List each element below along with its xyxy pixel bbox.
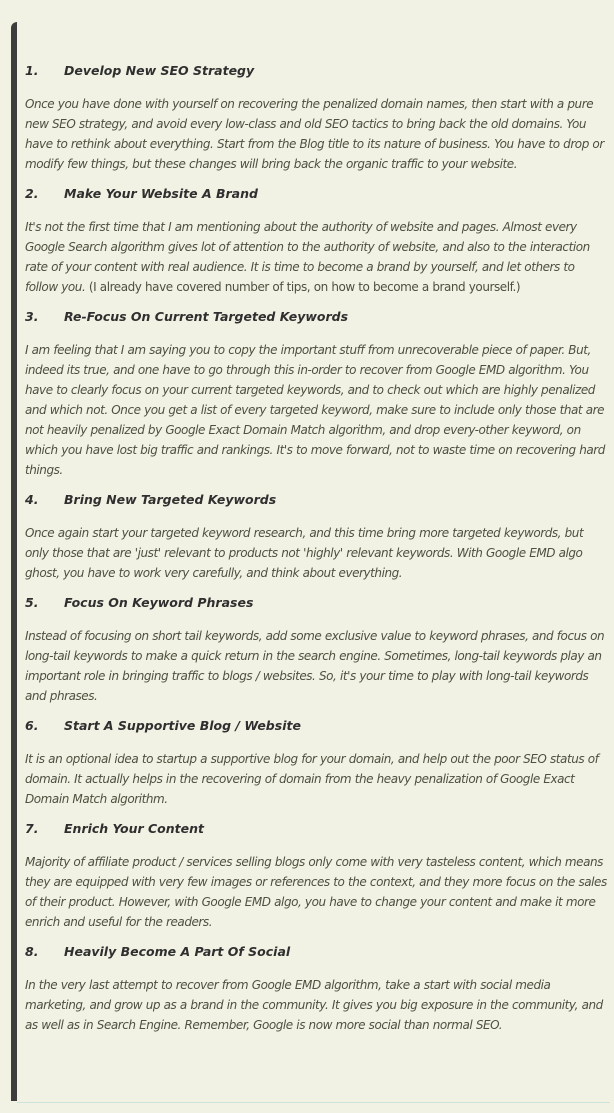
section-title: Make Your Website A Brand <box>64 186 258 201</box>
article-content <box>25 62 609 1046</box>
section-number: 3. <box>25 309 39 324</box>
section-number: 2. <box>25 186 39 201</box>
section-paragraph: In the very last attempt to recover from Google EMD algorithm, take a start with social media marketing, and grow up as a brand in the community. It gives you big exposure in the community, and as well as in Search Engine. Remember, Google is now more social than normal SEO. <box>25 978 603 1032</box>
section-paragraph: Once again start your targeted keyword research, and this time bring more targeted keywords, but only those that are 'just' relevant to products not 'highly' relevant keywords. With Google EMD algo ghost, you have to work very carefully, and think about everything. <box>25 526 584 580</box>
section-title: Focus On Keyword Phrases <box>64 595 254 610</box>
section-title: Enrich Your Content <box>64 821 204 836</box>
section-paragraph <box>25 217 609 297</box>
section-paragraph: Once you have done with yourself on recovering the penalized domain names, then start with a pure new SEO strategy, and avoid every low-class and old SEO tactics to bring back the old domains. You have to rethink about everything. Start from the Blog title to its nature of business. You have to drop or modify few things, but these changes will bring back the organic traffic to your website. <box>25 97 604 171</box>
section-heading <box>25 594 609 612</box>
section-paragraph: Instead of focusing on short tail keywords, add some exclusive value to keyword phrases, and focus on long-tail keywords to make a quick return in the search engine. Sometimes, long-tail keywords play an important role in bringing traffic to blogs / websites. So, it's your time to play with long-tail keywords and phrases. <box>25 629 605 703</box>
section-title: Start A Supportive Blog / Website <box>64 718 301 733</box>
section-paragraph: It is an optional idea to startup a supportive blog for your domain, and help out the poor SEO status of domain. It actually helps in the recovering of domain from the heavy penalization of Google Exact Domain Match algorithm. <box>25 752 599 806</box>
section-heading <box>25 185 609 203</box>
section-heading <box>25 62 609 80</box>
bottom-divider <box>17 1102 610 1103</box>
section-number: 5. <box>25 595 39 610</box>
section-heading <box>25 717 609 735</box>
section-number: 7. <box>25 821 39 836</box>
section-heading <box>25 820 609 838</box>
section-heading <box>25 308 609 326</box>
section-number: 8. <box>25 944 39 959</box>
left-accent-border <box>11 22 17 1101</box>
section-note: (I already have covered number of tips, on how to become a brand yourself.) <box>88 280 521 294</box>
section-number: 6. <box>25 718 39 733</box>
section-title: Bring New Targeted Keywords <box>64 492 277 507</box>
section-paragraph: I am feeling that I am saying you to copy the important stuff from unrecoverable piece of paper. But, indeed its true, and one have to go through this in-order to recover from Google EMD algorithm. You have to clearly focus on your current targeted keywords, and to check out which are highly penalized and which not. Once you get a list of every targeted keyword, make sure to include only those that are not heavily penalized by Google Exact Domain Match algorithm, and drop every-other keyword, on which you have lost big traffic and rankings. It's to move forward, not to waste time on recovering hard things. <box>25 343 605 477</box>
section-heading <box>25 943 609 961</box>
section-text: It's not the first time that I am mentioning about the authority of website and pages. Almost every Google Search algorithm gives lot of attention to the authority of website, and also to the interaction rate of your content with real audience. It is time to become a brand by yourself, and let others to follow you. <box>25 220 590 294</box>
section-paragraph: Majority of affiliate product / services selling blogs only come with very tasteless content, which means they are equipped with very few images or references to the context, and they more focus on the sales of their product. However, with Google EMD algo, you have to change your content and make it more enrich and useful for the readers. <box>25 855 607 929</box>
section-title: Develop New SEO Strategy <box>64 63 255 78</box>
section-number: 4. <box>25 492 39 507</box>
section-number: 1. <box>25 63 39 78</box>
section-title: Heavily Become A Part Of Social <box>64 944 291 959</box>
section-heading <box>25 491 609 509</box>
section-title: Re-Focus On Current Targeted Keywords <box>64 309 349 324</box>
